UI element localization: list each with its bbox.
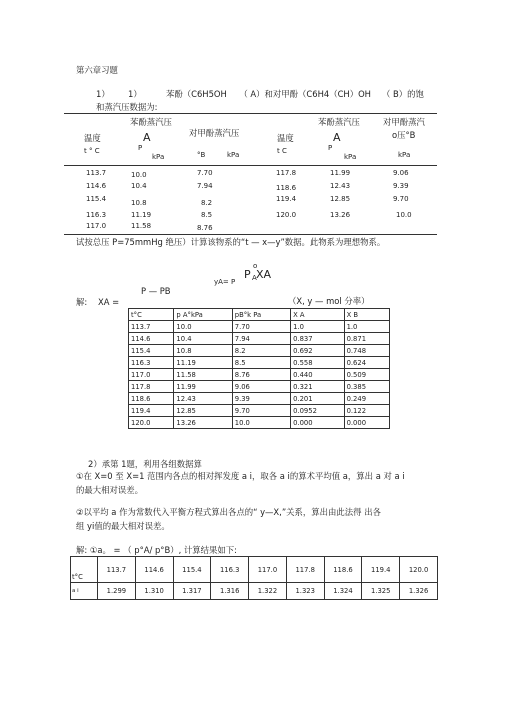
- t1-temp-0: 113.7: [86, 169, 107, 177]
- question-2-heading: 2）承第 1题，利用各组数据算: [88, 459, 202, 469]
- t1-pa2-0: 11.99: [330, 169, 351, 177]
- col-header-t: t°C: [129, 309, 174, 321]
- col-header-pb: pB°k Pa: [232, 309, 290, 321]
- question-1-ask: 试按总压 P=75mmHg 绝压）计算该物系的“t — x—y”数据。此物系为理想物系。: [76, 237, 386, 247]
- header-temp-unit: t ° C: [84, 147, 100, 155]
- table1-mid-rule: [64, 165, 437, 166]
- cell: 10.4: [174, 333, 232, 345]
- cell: 114.6: [135, 557, 173, 583]
- question-1-text-cont: 和蒸汽压数据为:: [96, 102, 158, 112]
- header-sub-b: °B: [197, 151, 206, 159]
- question-1-text: 苯酚（C6H5OH （ A）和对甲酚（C6H4（CH）OH （ B）的饱: [166, 89, 424, 99]
- cell: 117.8: [129, 381, 174, 393]
- cell: 118.6: [129, 393, 174, 405]
- cell: 12.85: [174, 405, 232, 417]
- cell: 1.323: [286, 583, 324, 600]
- t1-pa-2: 10.8: [131, 199, 147, 207]
- t1-temp2-3: 120.0: [276, 211, 297, 219]
- cell: 120.0: [400, 557, 438, 583]
- cell: 0.837: [291, 333, 344, 345]
- t1-pb2-1: 9.39: [393, 182, 409, 190]
- cell: 117.8: [286, 557, 324, 583]
- header-kpa-4: kPa: [398, 151, 411, 159]
- t1-pb2-0: 9.06: [393, 169, 409, 177]
- question-2-part2-cont: 组 yi值的最大相对误差。: [76, 521, 170, 531]
- formula-numerator: P — PB: [141, 286, 171, 296]
- cell: 11.99: [174, 381, 232, 393]
- table-row: [129, 381, 390, 393]
- cell: 117.0: [249, 557, 287, 583]
- formula-xa-eq: XA =: [98, 297, 120, 307]
- cell: 0.122: [344, 405, 389, 417]
- cell: 1.325: [362, 583, 400, 600]
- cell: 1.316: [211, 583, 249, 600]
- cell: 7.94: [232, 333, 290, 345]
- table-row: [129, 369, 390, 381]
- cell: 0.000: [344, 417, 389, 429]
- alpha-row-temp: [71, 557, 438, 583]
- header-temp-2-unit: t C: [277, 147, 287, 155]
- t1-pb2-2: 9.70: [393, 195, 409, 203]
- cell: 118.6: [324, 557, 362, 583]
- cell: 9.39: [232, 393, 290, 405]
- t1-temp-2: 115.4: [86, 195, 107, 203]
- cell: 0.000: [291, 417, 344, 429]
- t1-pa2-3: 13.26: [330, 211, 351, 219]
- t1-pb-2: 8.2: [201, 199, 213, 207]
- solution-table: [128, 308, 390, 429]
- table1-bottom-rule: [64, 234, 437, 235]
- t1-temp-3: 116.3: [86, 211, 107, 219]
- cell: 120.0: [129, 417, 174, 429]
- header-kpa-2: kPa: [227, 151, 240, 159]
- t1-pa-0: 10.0: [131, 171, 147, 179]
- alpha-row-values: [71, 583, 438, 600]
- question-2-part2: ②以平均 a 作为常数代入平衡方程式算出各点的“ y—X,”关系，算出由此法得 出各: [76, 507, 381, 517]
- alpha-row-temp-label: t°C: [71, 557, 98, 583]
- t1-pa-3: 11.19: [131, 211, 152, 219]
- formula-xa: XA: [256, 268, 272, 281]
- col-header-xa: X A: [291, 309, 344, 321]
- header-phenol-2: 苯酚蒸汽压: [318, 117, 360, 127]
- table1-top-rule: [64, 113, 437, 114]
- cell: 116.3: [129, 357, 174, 369]
- header-a: A: [143, 131, 151, 144]
- cell: 1.0: [291, 321, 344, 333]
- cell: 10.0: [174, 321, 232, 333]
- table-row: [129, 357, 390, 369]
- table-row: [129, 405, 390, 417]
- header-cresol-2a: 对甲酚蒸汽: [383, 117, 425, 127]
- t1-temp2-2: 119.4: [276, 195, 297, 203]
- table-row: [129, 321, 390, 333]
- solution-table-header: [129, 309, 390, 321]
- t1-pb2-3: 10.0: [396, 211, 412, 219]
- cell: 1.326: [400, 583, 438, 600]
- cell: 0.871: [344, 333, 389, 345]
- header-cresol-2b: o压°B: [392, 130, 416, 140]
- cell: 8.76: [232, 369, 290, 381]
- cell: 8.5: [232, 357, 290, 369]
- cell: 1.0: [344, 321, 389, 333]
- formula-a: A: [252, 274, 257, 282]
- t1-temp-4: 117.0: [86, 222, 107, 230]
- cell: 0.624: [344, 357, 389, 369]
- cell: 8.2: [232, 345, 290, 357]
- t1-pa2-1: 12.43: [330, 182, 351, 190]
- table-row: [129, 417, 390, 429]
- cell: 119.4: [362, 557, 400, 583]
- cell: 113.7: [129, 321, 174, 333]
- header-a-2: A: [333, 131, 341, 144]
- header-kpa-1: kPa: [152, 153, 165, 161]
- t1-pb-1: 7.94: [197, 182, 213, 190]
- cell: 115.4: [173, 557, 211, 583]
- header-phenol: 苯酚蒸汽压: [130, 117, 172, 127]
- cell: 0.692: [291, 345, 344, 357]
- cell: 9.70: [232, 405, 290, 417]
- cell: 0.748: [344, 345, 389, 357]
- t1-pa-4: 11.58: [131, 222, 152, 230]
- cell: 1.299: [98, 583, 136, 600]
- t1-temp2-0: 117.8: [276, 169, 297, 177]
- cell: 12.43: [174, 393, 232, 405]
- chapter-title: 第六章习题: [76, 65, 118, 75]
- cell: 119.4: [129, 405, 174, 417]
- cell: 0.321: [291, 381, 344, 393]
- formula-top: o: [253, 262, 258, 270]
- header-p: P: [138, 144, 143, 152]
- cell: 1.317: [173, 583, 211, 600]
- header-cresol: 对甲酚蒸汽压: [189, 128, 240, 138]
- cell: 0.201: [291, 393, 344, 405]
- cell: 1.322: [249, 583, 287, 600]
- cell: 7.70: [232, 321, 290, 333]
- header-p-2: P: [328, 144, 333, 152]
- cell: 13.26: [174, 417, 232, 429]
- t1-temp2-1: 118.6: [276, 184, 297, 192]
- t1-pa2-2: 12.85: [330, 195, 351, 203]
- cell: 0.385: [344, 381, 389, 393]
- formula-pa: P: [244, 268, 251, 281]
- t1-pb-4: 8.76: [197, 224, 213, 232]
- unit-note: （X, y — mol 分率）: [288, 296, 370, 306]
- cell: 0.0952: [291, 405, 344, 417]
- cell: 116.3: [211, 557, 249, 583]
- solution-label: 解:: [76, 297, 88, 307]
- alpha-table: [70, 556, 438, 600]
- cell: 1.310: [135, 583, 173, 600]
- cell: 11.58: [174, 369, 232, 381]
- cell: 115.4: [129, 345, 174, 357]
- t1-pb-0: 7.70: [197, 169, 213, 177]
- header-temp-2: 温度: [277, 133, 294, 143]
- cell: 117.0: [129, 369, 174, 381]
- table-row: [129, 333, 390, 345]
- solution-2-text: 解: ①a。 = （ p°A/ p°B）, 计算结果如下:: [76, 545, 237, 555]
- header-kpa-3: kPa: [344, 153, 357, 161]
- cell: 10.0: [232, 417, 290, 429]
- header-temp: 温度: [84, 133, 101, 143]
- formula-y: yA= P: [214, 278, 236, 286]
- cell: 0.558: [291, 357, 344, 369]
- question-2-part1-cont: 的最大相对误差。: [76, 485, 143, 495]
- question-2-part1: ①在 X=0 至 X=1 范围内各点的相对挥发度 a i，取各 a i的算术平均值 a，算出 a 对 a i: [76, 471, 405, 481]
- cell: 114.6: [129, 333, 174, 345]
- cell: 0.509: [344, 369, 389, 381]
- alpha-row-values-label: a i: [71, 583, 98, 600]
- question-1-number: 1）: [96, 89, 110, 99]
- t1-temp-1: 114.6: [86, 182, 107, 190]
- cell: 1.324: [324, 583, 362, 600]
- table-row: [129, 345, 390, 357]
- cell: 0.440: [291, 369, 344, 381]
- cell: 11.19: [174, 357, 232, 369]
- col-header-pa: p A°kPa: [174, 309, 232, 321]
- col-header-xb: X B: [344, 309, 389, 321]
- table-row: [129, 393, 390, 405]
- cell: 0.249: [344, 393, 389, 405]
- question-1-sub-number: 1）: [128, 89, 142, 99]
- cell: 10.8: [174, 345, 232, 357]
- cell: 113.7: [98, 557, 136, 583]
- cell: 9.06: [232, 381, 290, 393]
- t1-pa-1: 10.4: [131, 182, 147, 190]
- t1-pb-3: 8.5: [201, 211, 213, 219]
